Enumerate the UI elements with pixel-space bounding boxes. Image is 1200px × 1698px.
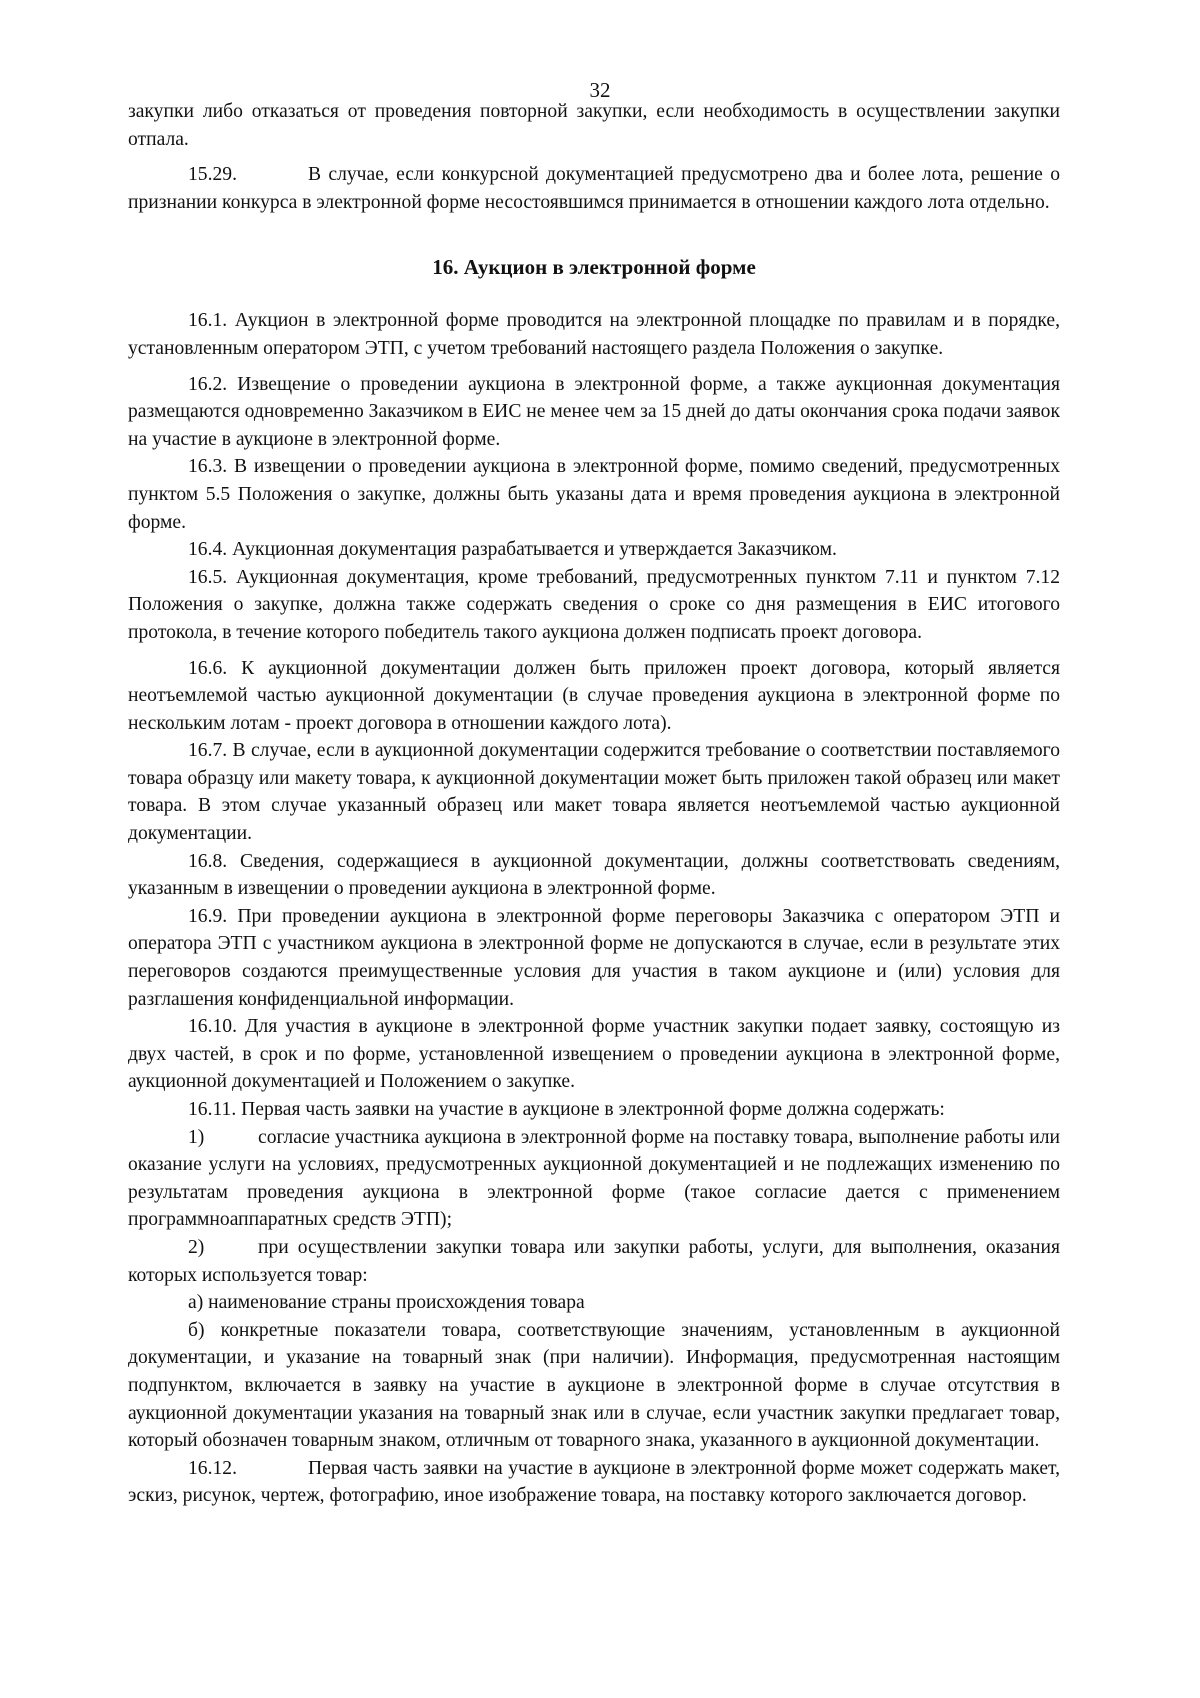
- clause-number: 16.12.: [188, 1457, 237, 1479]
- list-marker: 1): [188, 1126, 205, 1148]
- paragraph-16-7: 16.7. В случае, если в аукционной документации содержится требование о соответствии поставляемого товара образцу или макету товара, к аукционной документации может быть приложен такой образец или макет товара. В этом случае указанный образец или макет товара является неотъемлемой частью аукционной документации.: [128, 740, 1060, 845]
- paragraph-16-1: 16.1. Аукцион в электронной форме проводится на электронной площадке по правилам и в порядке, установленным оператором ЭТП, с учетом требований настоящего раздела Положения о закупке.: [128, 310, 1060, 359]
- paragraph-16-12: [128, 1455, 1060, 1510]
- paragraph-16-5: 16.5. Аукционная документация, кроме требований, предусмотренных пунктом 7.11 и пунктом 7.12 Положения о закупке, должна также содержать сведения о сроке со дня размещения в ЕИС итогового протокола, в течение которого победитель такого аукциона должен подписать проект договора.: [128, 566, 1060, 643]
- section-heading: 16. Аукцион в электронной форме: [432, 255, 756, 280]
- paragraph-text: В случае, если конкурсной документацией предусмотрено два и более лота, решение о признании конкурса в электронной форме несостоявшимся принимается в отношении каждого лота отдельно.: [128, 164, 1060, 213]
- paragraph-16-9: 16.9. При проведении аукциона в электронной форме переговоры Заказчика с оператором ЭТП и оператора ЭТП с участником аукциона в электронной форме не допускаются в случае, если в результате этих переговоров создаются преимущественные условия для участия в таком аукционе и (или) условия для разглашения конфиденциальной информации.: [128, 905, 1060, 1010]
- sub-item-a: а) наименование страны происхождения товара: [188, 1292, 585, 1314]
- paragraph-16-3: 16.3. В извещении о проведении аукциона в электронной форме, помимо сведений, предусмотренных пунктом 5.5 Положения о закупке, должны быть указаны дата и время проведения аукциона в электронной форме.: [128, 456, 1060, 533]
- clause-number: 15.29.: [188, 164, 237, 186]
- paragraph-15-29: [128, 161, 1060, 216]
- list-item-text: согласие участника аукциона в электронной форме на поставку товара, выполнение работы или оказание услуги на условиях, предусмотренных аукционной документацией и не подлежащих изменению по результатам проведения аукциона в электронной форме (такое согласие дается с применением программноаппаратных средств ЭТП);: [128, 1126, 1060, 1231]
- sub-item-b: б) конкретные показатели товара, соответствующие значениям, установленным в аукционной документации, и указание на товарный знак (при наличии). Информация, предусмотренная настоящим подпунктом, включается в заявку на участие в аукционе в электронной форме в случае отсутствия в аукционной документации указания на товарный знак или в случае, если участник закупки предлагает товар, который обозначен товарным знаком, отличным от товарного знака, указанного в аукционной документации.: [128, 1319, 1060, 1452]
- paragraph-16-6: 16.6. К аукционной документации должен быть приложен проект договора, который является неотъемлемой частью аукционной документации (в случае проведения аукциона в электронной форме по нескольким лотам - проект договора в отношении каждого лота).: [128, 657, 1060, 734]
- list-marker: 2): [188, 1236, 205, 1258]
- list-item-2: [128, 1234, 1060, 1289]
- paragraph-16-10: 16.10. Для участия в аукционе в электронной форме участник закупки подает заявку, состоящую из двух частей, в срок и по форме, установленной извещением о проведении аукциона в электронной форме, аукционной документацией и Положением о закупке.: [128, 1016, 1060, 1093]
- paragraph-text: Первая часть заявки на участие в аукционе в электронной форме может содержать макет, эскиз, рисунок, чертеж, фотографию, иное изображение товара, на поставку которого заключается договор.: [128, 1457, 1060, 1507]
- document-body: [128, 98, 1060, 1510]
- page-number: 32: [589, 78, 611, 102]
- list-item-1: [128, 1124, 1060, 1234]
- paragraph-text: закупки либо отказаться от проведения повторной закупки, если необходимость в осуществлении закупки отпала.: [128, 101, 1060, 150]
- list-item-text: при осуществлении закупки товара или закупки работы, услуги, для выполнения, оказания которых используется товар:: [128, 1236, 1060, 1286]
- paragraph-16-2: 16.2. Извещение о проведении аукциона в электронной форме, а также аукционная документация размещаются одновременно Заказчиком в ЕИС не менее чем за 15 дней до даты окончания срока подачи заявок на участие в аукционе в электронной форме.: [128, 373, 1060, 450]
- paragraph-16-8: 16.8. Сведения, содержащиеся в аукционной документации, должны соответствовать сведениям, указанным в извещении о проведении аукциона в электронной форме.: [128, 850, 1060, 900]
- paragraph-16-4: 16.4. Аукционная документация разрабатывается и утверждается Заказчиком.: [188, 539, 837, 561]
- paragraph-16-11: 16.11. Первая часть заявки на участие в аукционе в электронной форме должна содержать:: [188, 1099, 945, 1120]
- paragraph-continuation: [128, 98, 1060, 153]
